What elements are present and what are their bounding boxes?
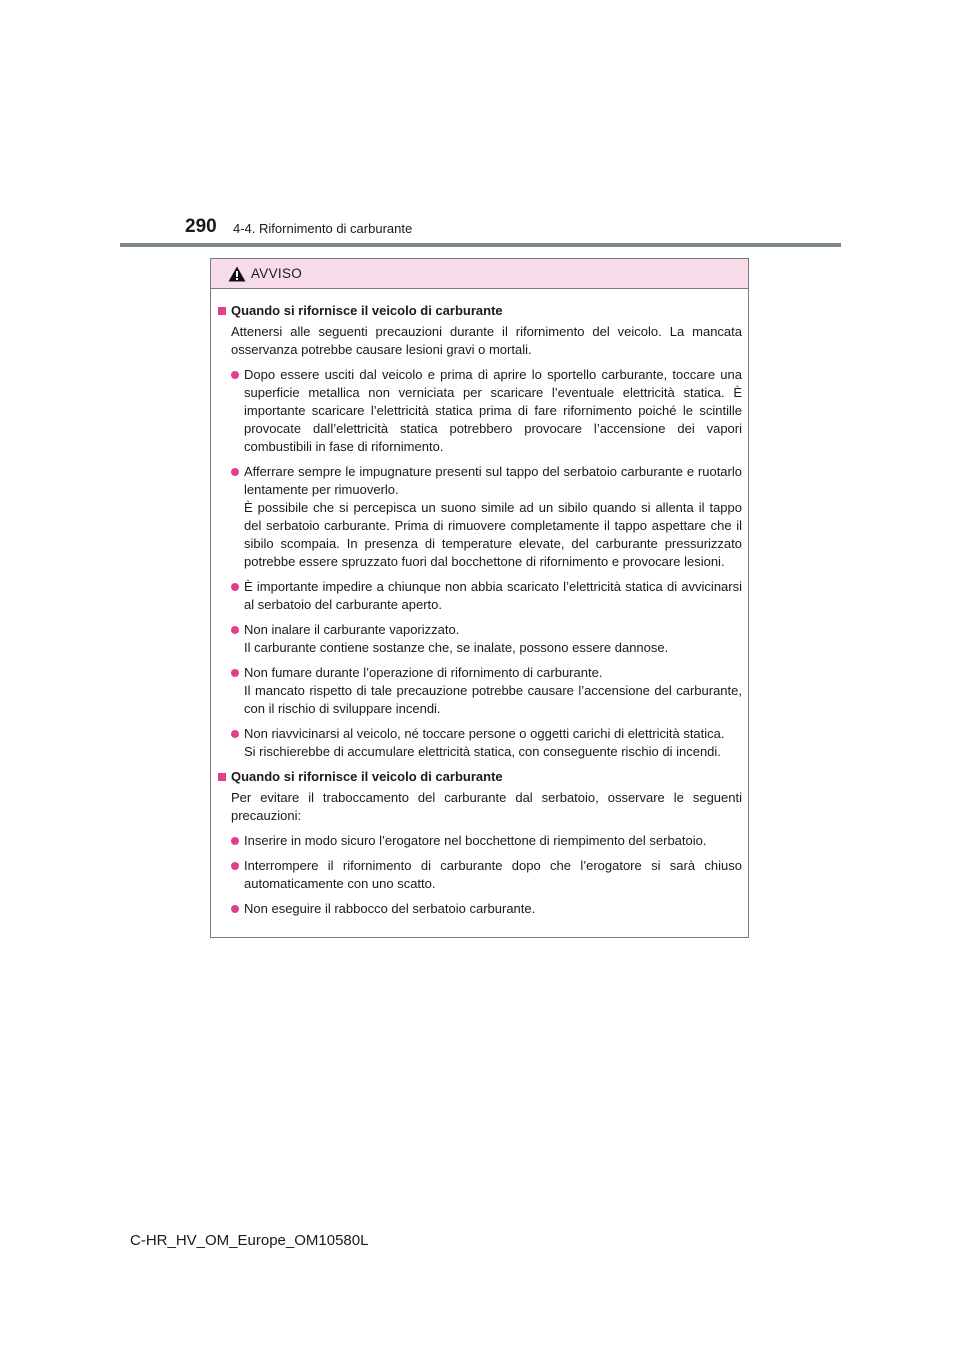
bullet-paragraph: Afferrare sempre le impugnature presenti sul tappo del serbatoio carburante e ruotarlo lentamente per rimuoverlo. <box>244 464 742 497</box>
bullet-paragraph: È possibile che si percepisca un suono simile ad un sibilo quando si allenta il tappo del serbatoio carburante. Prima di rimuovere completamente il tappo aspettare che il sibilo scompaia. In presenza di temperature elevate, del carburante pressurizzato potrebbe essere spruzzato fuori dal bocchettone di rifornimento e provocare lesioni. <box>244 500 742 569</box>
section-title: 4-4. Rifornimento di carburante <box>233 221 413 236</box>
dot-bullet-icon <box>231 862 239 870</box>
bullet-text <box>244 366 742 456</box>
bullet-text <box>244 725 742 761</box>
dot-bullet-icon <box>231 583 239 591</box>
bullet-text <box>244 621 742 657</box>
bullet-paragraph: Inserire in modo sicuro l’erogatore nel bocchettone di riempimento del serbatoio. <box>244 833 707 848</box>
dot-bullet-icon <box>231 626 239 634</box>
section-heading <box>218 768 742 786</box>
warning-title: AVVISO <box>251 266 303 281</box>
square-bullet-icon <box>218 773 226 781</box>
bullet-paragraph: Il carburante contiene sostanze che, se inalate, possono essere dannose. <box>244 640 669 655</box>
bullet-paragraph: Si rischierebbe di accumulare elettricità statica, con conseguente rischio di incendi. <box>244 744 721 759</box>
document-id: C-HR_HV_OM_Europe_OM10580L <box>130 1232 369 1249</box>
section-heading <box>218 302 742 320</box>
bullet-paragraph: Il mancato rispetto di tale precauzione potrebbe causare l’accensione del carburante, con il rischio di sviluppare incendi. <box>244 683 742 716</box>
warning-box <box>210 258 749 938</box>
bullet-paragraph: Non fumare durante l’operazione di rifornimento di carburante. <box>244 665 603 680</box>
warning-body <box>211 289 748 918</box>
dot-bullet-icon <box>231 730 239 738</box>
bullet-item <box>218 621 742 657</box>
header-rule <box>120 243 841 247</box>
section-heading-text: Quando si rifornisce il veicolo di carburante <box>231 303 503 318</box>
dot-bullet-icon <box>231 468 239 476</box>
dot-bullet-icon <box>231 669 239 677</box>
bullet-paragraph: Non inalare il carburante vaporizzato. <box>244 622 460 637</box>
bullet-text <box>244 900 742 918</box>
bullet-item <box>218 857 742 893</box>
dot-bullet-icon <box>231 905 239 913</box>
bullet-item <box>218 900 742 918</box>
bullet-item <box>218 463 742 571</box>
bullet-paragraph: È importante impedire a chiunque non abbia scaricato l’elettricità statica di avvicinarsi al serbatoio del carburante aperto. <box>244 579 742 612</box>
bullet-text <box>244 578 742 614</box>
section-heading-text: Quando si rifornisce il veicolo di carburante <box>231 769 503 784</box>
square-bullet-icon <box>218 307 226 315</box>
bullet-item <box>218 664 742 718</box>
bullet-item <box>218 578 742 614</box>
warning-triangle-icon <box>228 266 246 282</box>
bullet-paragraph: Interrompere il rifornimento di carburante dopo che l’erogatore si sarà chiuso automaticamente con uno scatto. <box>244 858 742 891</box>
bullet-paragraph: Dopo essere usciti dal veicolo e prima di aprire lo sportello carburante, toccare una superficie metallica non verniciata per scaricare l’eventuale elettricità statica. È importante scaricare l’elettricità statica prima di fare rifornimento poiché le scintille provocate dall’elettricità statica potrebbero provocare l’accensione dei vapori combustibili in fase di rifornimento. <box>244 367 742 454</box>
bullet-text <box>244 664 742 718</box>
bullet-item <box>218 832 742 850</box>
dot-bullet-icon <box>231 371 239 379</box>
warning-header <box>211 259 748 289</box>
bullet-item <box>218 725 742 761</box>
bullet-text <box>244 463 742 571</box>
dot-bullet-icon <box>231 837 239 845</box>
bullet-item <box>218 366 742 456</box>
section-intro: Attenersi alle seguenti precauzioni durante il rifornimento del veicolo. La mancata osservanza potrebbe causare lesioni gravi o mortali. <box>231 324 742 357</box>
page-number: 290 <box>185 216 217 237</box>
bullet-paragraph: Non riavvicinarsi al veicolo, né toccare persone o oggetti carichi di elettricità statica. <box>244 726 725 741</box>
bullet-paragraph: Non eseguire il rabbocco del serbatoio carburante. <box>244 901 536 916</box>
bullet-text <box>244 832 742 850</box>
bullet-text <box>244 857 742 893</box>
section-intro: Per evitare il traboccamento del carburante dal serbatoio, osservare le seguenti precauzioni: <box>231 790 742 823</box>
